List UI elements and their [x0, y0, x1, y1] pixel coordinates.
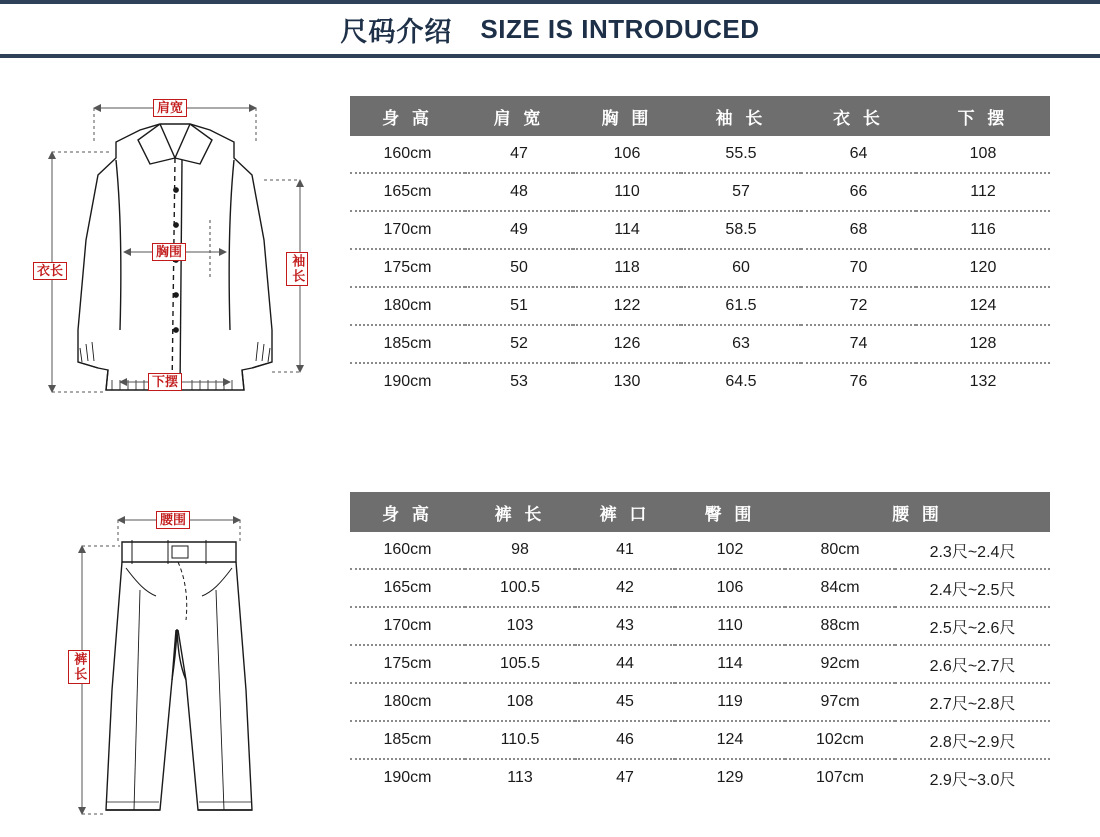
cell: 190cm [350, 363, 465, 400]
cell: 43 [575, 607, 675, 645]
cell: 180cm [350, 683, 465, 721]
cell: 45 [575, 683, 675, 721]
cell: 175cm [350, 645, 465, 683]
cell: 68 [801, 211, 916, 249]
cell: 170cm [350, 607, 465, 645]
cell: 114 [573, 211, 681, 249]
cell: 124 [916, 287, 1050, 325]
table-row [350, 569, 1050, 607]
top-table-header-row [350, 96, 1050, 136]
top-size-table [350, 96, 1050, 400]
top-th-length: 衣 长 [801, 96, 916, 136]
cell: 100.5 [465, 569, 575, 607]
table-row [350, 136, 1050, 173]
cell: 160cm [350, 136, 465, 173]
cell: 2.7尺~2.8尺 [895, 683, 1050, 721]
pants-illustration [60, 480, 330, 830]
cell: 120 [916, 249, 1050, 287]
cell: 72 [801, 287, 916, 325]
top-th-sleeve: 袖 长 [681, 96, 801, 136]
cell: 129 [675, 759, 785, 796]
cell: 2.6尺~2.7尺 [895, 645, 1050, 683]
cell: 122 [573, 287, 681, 325]
table-row [350, 173, 1050, 211]
cell: 165cm [350, 173, 465, 211]
cell: 63 [681, 325, 801, 363]
cell: 44 [575, 645, 675, 683]
shirt-sleeve-label: 袖长 [286, 252, 308, 286]
cell: 51 [465, 287, 573, 325]
cell: 165cm [350, 569, 465, 607]
page-title-en: SIZE IS INTRODUCED [480, 13, 760, 44]
pants-th-hip: 臀 围 [675, 492, 785, 532]
cell: 64 [801, 136, 916, 173]
cell: 42 [575, 569, 675, 607]
top-th-hem: 下 摆 [916, 96, 1050, 136]
pants-size-table [350, 492, 1050, 796]
cell: 119 [675, 683, 785, 721]
cell: 102 [675, 532, 785, 569]
top-th-chest: 胸 围 [573, 96, 681, 136]
cell: 97cm [785, 683, 895, 721]
table-row [350, 721, 1050, 759]
pants-table-header-row [350, 492, 1050, 532]
page-header [0, 0, 1100, 58]
shirt-length-label: 衣长 [33, 262, 67, 280]
cell: 48 [465, 173, 573, 211]
pants-waist-label: 腰围 [156, 511, 190, 529]
cell: 105.5 [465, 645, 575, 683]
cell: 106 [675, 569, 785, 607]
cell: 60 [681, 249, 801, 287]
cell: 170cm [350, 211, 465, 249]
cell: 47 [465, 136, 573, 173]
cell: 2.4尺~2.5尺 [895, 569, 1050, 607]
cell: 175cm [350, 249, 465, 287]
cell: 190cm [350, 759, 465, 796]
cell: 128 [916, 325, 1050, 363]
cell: 57 [681, 173, 801, 211]
cell: 116 [916, 211, 1050, 249]
table-row [350, 325, 1050, 363]
cell: 53 [465, 363, 573, 400]
table-row [350, 287, 1050, 325]
cell: 185cm [350, 325, 465, 363]
table-row [350, 532, 1050, 569]
pants-length-label: 裤长 [68, 650, 90, 684]
table-row [350, 211, 1050, 249]
top-table-body [350, 136, 1050, 400]
cell: 114 [675, 645, 785, 683]
cell: 130 [573, 363, 681, 400]
table-row [350, 607, 1050, 645]
cell: 107cm [785, 759, 895, 796]
pants-th-length: 裤 长 [465, 492, 575, 532]
pants-drawing-svg [60, 480, 330, 830]
pants-table-body [350, 532, 1050, 796]
page-title-cn: 尺码介绍 [340, 16, 453, 47]
cell: 47 [575, 759, 675, 796]
cell: 64.5 [681, 363, 801, 400]
shirt-shoulder-label: 肩宽 [153, 99, 187, 117]
shirt-chest-label: 胸围 [152, 243, 186, 261]
cell: 185cm [350, 721, 465, 759]
table-row [350, 759, 1050, 796]
cell: 126 [573, 325, 681, 363]
pants-size-table-wrap [350, 492, 1050, 796]
cell: 74 [801, 325, 916, 363]
cell: 2.9尺~3.0尺 [895, 759, 1050, 796]
pants-table-head [350, 492, 1050, 532]
table-row [350, 363, 1050, 400]
cell: 80cm [785, 532, 895, 569]
cell: 76 [801, 363, 916, 400]
cell: 103 [465, 607, 575, 645]
cell: 106 [573, 136, 681, 173]
table-row [350, 249, 1050, 287]
cell: 180cm [350, 287, 465, 325]
cell: 52 [465, 325, 573, 363]
shirt-hem-label: 下摆 [148, 373, 182, 391]
cell: 113 [465, 759, 575, 796]
cell: 2.5尺~2.6尺 [895, 607, 1050, 645]
top-size-table-wrap [350, 96, 1050, 400]
pants-th-height: 身 高 [350, 492, 465, 532]
pants-th-opening: 裤 口 [575, 492, 675, 532]
cell: 41 [575, 532, 675, 569]
top-th-height: 身 高 [350, 96, 465, 136]
cell: 110 [675, 607, 785, 645]
cell: 108 [916, 136, 1050, 173]
cell: 2.8尺~2.9尺 [895, 721, 1050, 759]
cell: 124 [675, 721, 785, 759]
cell: 55.5 [681, 136, 801, 173]
cell: 98 [465, 532, 575, 569]
cell: 58.5 [681, 211, 801, 249]
cell: 108 [465, 683, 575, 721]
cell: 92cm [785, 645, 895, 683]
top-table-head [350, 96, 1050, 136]
cell: 84cm [785, 569, 895, 607]
cell: 61.5 [681, 287, 801, 325]
cell: 160cm [350, 532, 465, 569]
shirt-illustration [20, 80, 330, 420]
cell: 102cm [785, 721, 895, 759]
cell: 110 [573, 173, 681, 211]
pants-th-waist: 腰 围 [785, 492, 1050, 532]
cell: 70 [801, 249, 916, 287]
cell: 88cm [785, 607, 895, 645]
cell: 132 [916, 363, 1050, 400]
cell: 112 [916, 173, 1050, 211]
table-row [350, 683, 1050, 721]
top-th-shoulder: 肩 宽 [465, 96, 573, 136]
cell: 110.5 [465, 721, 575, 759]
cell: 46 [575, 721, 675, 759]
cell: 50 [465, 249, 573, 287]
cell: 118 [573, 249, 681, 287]
cell: 66 [801, 173, 916, 211]
table-row [350, 645, 1050, 683]
cell: 49 [465, 211, 573, 249]
cell: 2.3尺~2.4尺 [895, 532, 1050, 569]
